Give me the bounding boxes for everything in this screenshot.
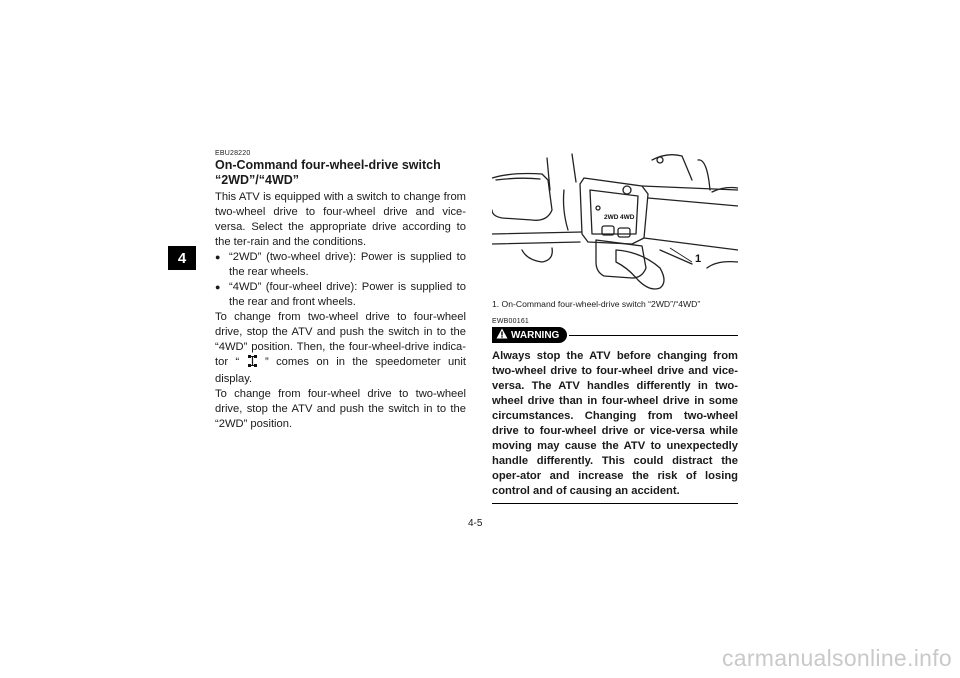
switch-label-2wd: 2WD xyxy=(604,214,619,221)
figure-caption: 1. On-Command four-wheel-drive switch “2WD”/“4WD” xyxy=(492,299,701,309)
four-wheel-drive-indicator-icon xyxy=(248,355,257,372)
warning-badge xyxy=(492,327,567,343)
chapter-tab: 4 xyxy=(168,246,196,270)
bullet-item-2wd xyxy=(215,250,466,280)
warning-header xyxy=(492,327,738,343)
warning-code: EWB00161 xyxy=(492,318,530,325)
procedure-paragraph-4wd xyxy=(215,310,466,387)
warning-label: WARNING xyxy=(511,329,560,341)
procedure-text-part1: To change from two-wheel drive to four-wheel drive, stop the ATV and push the switch in to the “4WD” position. Then, the four-wheel-drive indica-tor “ xyxy=(215,311,466,368)
callout-number: 1 xyxy=(695,253,702,265)
section-title-line2: “2WD”/“4WD” xyxy=(215,173,300,187)
warning-rule-top xyxy=(569,335,738,336)
procedure-text-part2: ” comes on in the speedometer unit display. xyxy=(215,356,466,385)
watermark: carmanualsonline.info xyxy=(721,645,952,671)
section-code: EBU28220 xyxy=(215,150,251,157)
switch-illustration xyxy=(492,150,738,296)
handlebar-drawing xyxy=(492,150,738,296)
bullet-item-4wd xyxy=(215,280,466,310)
bullet-dot-icon: ● xyxy=(215,252,221,262)
bullet-dot-icon: ● xyxy=(215,282,221,292)
intro-paragraph: This ATV is equipped with a switch to change from two-wheel drive to four-wheel drive and vice-versa. Select the appropriate drive according to the ter-rain and the conditions. xyxy=(215,191,466,248)
warning-triangle-icon xyxy=(496,328,508,342)
page-number: 4-5 xyxy=(468,518,483,529)
callout-leader-line xyxy=(670,248,692,262)
procedure-paragraph-2wd: To change from four-wheel drive to two-wheel drive, stop the ATV and push the switch in to the “2WD” position. xyxy=(215,388,466,430)
section-title-line1: On-Command four-wheel-drive switch xyxy=(215,158,441,172)
section-title xyxy=(215,158,466,188)
switch-label-4wd: 4WD xyxy=(620,214,635,221)
warning-block xyxy=(492,318,738,504)
warning-text: Always stop the ATV before changing from two-wheel drive to four-wheel drive and vice-versa. The ATV handles differently in two-wheel drive than in four-wheel drive in some circumstances. Changing from two-wheel drive to four-wheel drive or vice-versa while moving may cause the ATV to unexpectedly handle differently. This could distract the oper-ator and increase the risk of losing control and of causing an accident. xyxy=(492,350,738,497)
left-column xyxy=(215,150,466,432)
warning-rule-bottom xyxy=(492,503,738,504)
bullet-text: “4WD” (four-wheel drive): Power is supplied to the rear and front wheels. xyxy=(229,281,466,308)
bullet-text: “2WD” (two-wheel drive): Power is supplied to the rear wheels. xyxy=(229,251,466,278)
